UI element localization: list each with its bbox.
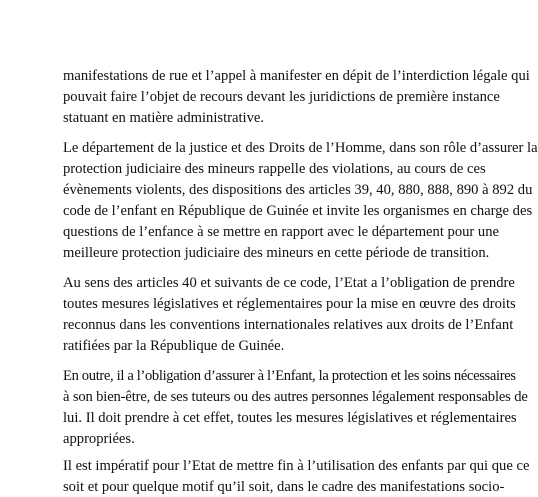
paragraph-line: code de l’enfant en République de Guinée et invite les organismes en charge des: [63, 203, 533, 219]
paragraph-line: pouvait faire l’objet de recours devant les juridictions de première instance: [63, 89, 500, 105]
paragraph-line: évènements violents, des dispositions des articles 39, 40, 880, 888, 890 à 892 du: [63, 182, 533, 198]
paragraph-line: reconnus dans les conventions internationales relatives aux droits de l’Enfant: [63, 317, 514, 333]
paragraph-line: appropriées.: [63, 431, 135, 447]
paragraph-line: meilleure protection judiciaire des mineurs en cette période de transition.: [63, 245, 490, 261]
paragraph-line: Il est impératif pour l’Etat de mettre fin à l’utilisation des enfants par qui que ce: [63, 458, 530, 474]
paragraph-line: ratifiées par la République de Guinée.: [63, 338, 285, 354]
paragraph-line: En outre, il a l’obligation d’assurer à l’Enfant, la protection et les soins nécessaires: [63, 368, 516, 384]
paragraph-line: toutes mesures législatives et réglementaires pour la mise en œuvre des droits: [63, 296, 516, 312]
paragraph-line: manifestations de rue et l’appel à manifester en dépit de l’interdiction légale qui: [63, 68, 530, 84]
paragraph-line: questions de l’enfance à se mettre en rapport avec le département pour une: [63, 224, 499, 240]
paragraph-line: Au sens des articles 40 et suivants de ce code, l’Etat a l’obligation de prendre: [63, 275, 515, 291]
paragraph-line: protection judiciaire des mineurs rappelle des violations, au cours de ces: [63, 161, 486, 177]
paragraph-line: à son bien-être, de ses tuteurs ou des autres personnes légalement responsables de: [63, 389, 528, 405]
paragraph-line: Le département de la justice et des Droits de l’Homme, dans son rôle d’assurer la: [63, 140, 538, 156]
paragraph-line: soit et pour quelque motif qu’il soit, dans le cadre des manifestations socio-: [63, 479, 505, 495]
paragraph-line: statuant en matière administrative.: [63, 110, 264, 126]
paragraph-line: lui. Il doit prendre à cet effet, toutes les mesures législatives et réglementaires: [63, 410, 517, 426]
